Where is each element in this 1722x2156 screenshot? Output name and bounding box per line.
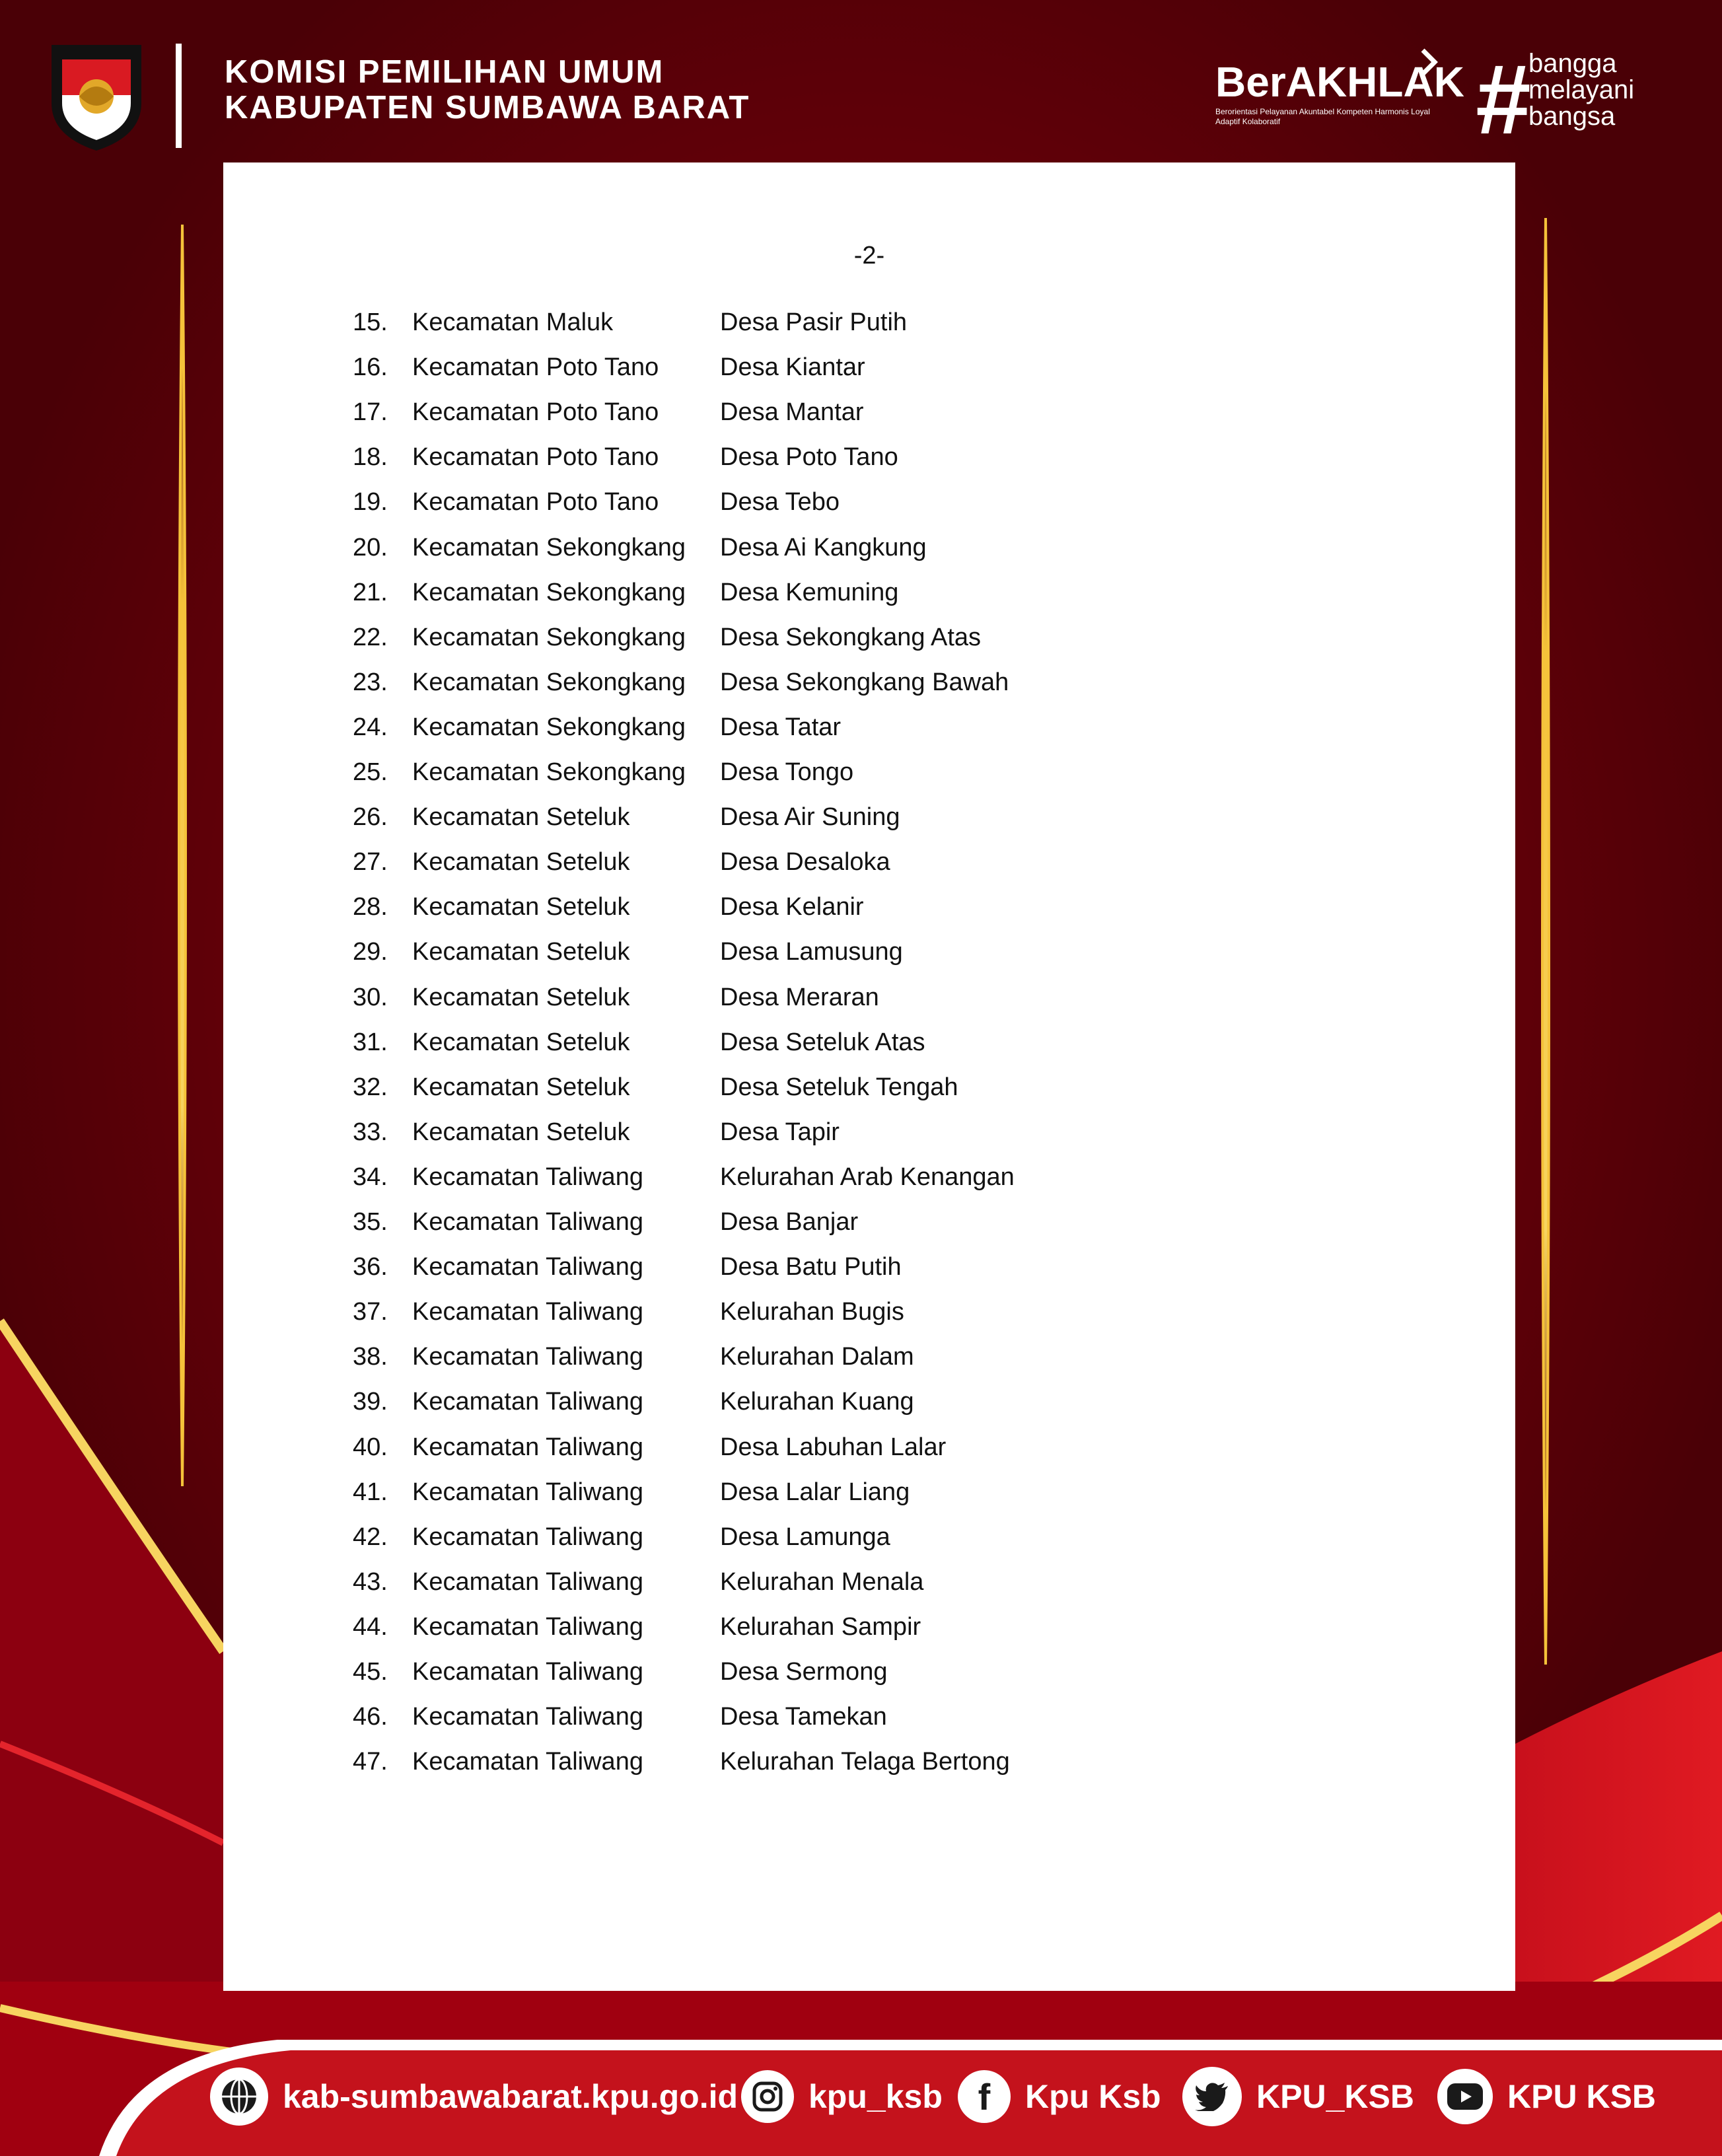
bangga-line-1: bangga <box>1528 49 1617 78</box>
page-number: -2- <box>853 242 885 270</box>
desa-name: Kelurahan Telaga Bertong <box>720 1748 1010 1776</box>
kecamatan-name: Kecamatan Taliwang <box>412 1748 643 1776</box>
desa-name: Desa Seteluk Atas <box>720 1028 925 1056</box>
kecamatan-name: Kecamatan Taliwang <box>412 1703 643 1731</box>
row-number: 35. <box>353 1208 388 1236</box>
globe-icon <box>210 2067 268 2126</box>
footer-instagram-label: kpu_ksb <box>808 2078 943 2115</box>
desa-name: Kelurahan Dalam <box>720 1343 914 1371</box>
row-number: 23. <box>353 668 388 696</box>
kecamatan-name: Kecamatan Taliwang <box>412 1523 643 1551</box>
kecamatan-name: Kecamatan Seteluk <box>412 1028 630 1056</box>
footer-website[interactable] <box>210 2065 738 2128</box>
bangga-line-2: melayani <box>1528 75 1635 104</box>
row-number: 21. <box>353 578 388 606</box>
row-number: 47. <box>353 1748 388 1776</box>
desa-name: Kelurahan Bugis <box>720 1298 904 1326</box>
kecamatan-name: Kecamatan Poto Tano <box>412 443 659 472</box>
kecamatan-name: Kecamatan Taliwang <box>412 1163 643 1191</box>
row-number: 40. <box>353 1433 388 1461</box>
kecamatan-name: Kecamatan Taliwang <box>412 1253 643 1281</box>
kecamatan-name: Kecamatan Maluk <box>412 308 614 336</box>
kecamatan-name: Kecamatan Seteluk <box>412 893 630 921</box>
row-number: 24. <box>353 713 388 741</box>
footer-facebook-label: Kpu Ksb <box>1025 2078 1161 2115</box>
desa-name: Desa Mantar <box>720 398 864 427</box>
kecamatan-name: Kecamatan Taliwang <box>412 1433 643 1461</box>
footer-twitter[interactable] <box>1182 2065 1414 2128</box>
kecamatan-name: Kecamatan Taliwang <box>412 1298 643 1326</box>
kecamatan-name: Kecamatan Sekongkang <box>412 668 686 696</box>
row-number: 29. <box>353 938 388 966</box>
desa-name: Desa Lamusung <box>720 938 903 966</box>
footer-instagram[interactable] <box>741 2065 943 2128</box>
footer-website-label: kab-sumbawabarat.kpu.go.id <box>283 2078 738 2115</box>
instagram-icon <box>741 2070 794 2123</box>
youtube-icon <box>1437 2069 1493 2124</box>
row-number: 17. <box>353 398 388 427</box>
kecamatan-name: Kecamatan Taliwang <box>412 1612 643 1641</box>
row-number: 25. <box>353 758 388 786</box>
desa-name: Desa Banjar <box>720 1208 859 1236</box>
desa-name: Desa Pasir Putih <box>720 308 908 336</box>
gold-blade-left <box>179 225 186 1486</box>
row-number: 30. <box>353 983 388 1011</box>
header-title-line2: KABUPATEN SUMBAWA BARAT <box>225 90 750 126</box>
kecamatan-name: Kecamatan Sekongkang <box>412 533 686 561</box>
desa-name: Desa Tebo <box>720 488 840 517</box>
row-number: 44. <box>353 1612 388 1641</box>
kecamatan-name: Kecamatan Seteluk <box>412 1073 630 1101</box>
kpu-logo <box>45 37 148 153</box>
kecamatan-name: Kecamatan Sekongkang <box>412 713 686 741</box>
kecamatan-name: Kecamatan Poto Tano <box>412 353 659 382</box>
desa-name: Desa Batu Putih <box>720 1253 902 1281</box>
footer-youtube-label: KPU KSB <box>1507 2078 1657 2115</box>
desa-name: Desa Poto Tano <box>720 443 898 472</box>
desa-name: Desa Kemuning <box>720 578 899 606</box>
row-number: 18. <box>353 443 388 472</box>
kecamatan-name: Kecamatan Sekongkang <box>412 623 686 651</box>
kecamatan-name: Kecamatan Seteluk <box>412 983 630 1011</box>
twitter-icon <box>1182 2067 1242 2126</box>
row-number: 37. <box>353 1298 388 1326</box>
row-number: 27. <box>353 848 388 877</box>
row-number: 19. <box>353 488 388 517</box>
row-number: 28. <box>353 893 388 921</box>
desa-name: Desa Meraran <box>720 983 879 1011</box>
row-number: 46. <box>353 1703 388 1731</box>
desa-name: Desa Ai Kangkung <box>720 533 927 561</box>
header-title <box>225 54 750 126</box>
berakhlak-text: BerAKHLAK <box>1215 58 1464 106</box>
row-number: 22. <box>353 623 388 651</box>
row-number: 26. <box>353 803 388 832</box>
kecamatan-name: Kecamatan Sekongkang <box>412 758 686 786</box>
document-page <box>223 162 1515 1991</box>
desa-name: Desa Tongo <box>720 758 854 786</box>
row-number: 15. <box>353 308 388 336</box>
kecamatan-name: Kecamatan Seteluk <box>412 938 630 966</box>
desa-name: Kelurahan Arab Kenangan <box>720 1163 1015 1191</box>
row-number: 32. <box>353 1073 388 1101</box>
desa-name: Kelurahan Sampir <box>720 1612 921 1641</box>
desa-name: Desa Air Suning <box>720 803 900 832</box>
kecamatan-name: Kecamatan Seteluk <box>412 803 630 832</box>
row-number: 31. <box>353 1028 388 1056</box>
row-number: 20. <box>353 533 388 561</box>
row-number: 39. <box>353 1388 388 1416</box>
desa-name: Desa Seteluk Tengah <box>720 1073 958 1101</box>
kecamatan-name: Kecamatan Taliwang <box>412 1343 643 1371</box>
row-number: 42. <box>353 1523 388 1551</box>
desa-name: Desa Tatar <box>720 713 842 741</box>
desa-name: Desa Sekongkang Atas <box>720 623 982 651</box>
row-number: 34. <box>353 1163 388 1191</box>
desa-name: Kelurahan Kuang <box>720 1388 914 1416</box>
kecamatan-name: Kecamatan Taliwang <box>412 1658 643 1686</box>
footer-twitter-label: KPU_KSB <box>1256 2078 1414 2115</box>
row-number: 43. <box>353 1567 388 1596</box>
chevron-right-icon <box>1419 48 1439 77</box>
desa-name: Desa Kelanir <box>720 893 864 921</box>
kecamatan-name: Kecamatan Sekongkang <box>412 578 686 606</box>
desa-name: Desa Kiantar <box>720 353 865 382</box>
kecamatan-name: Kecamatan Seteluk <box>412 1118 630 1146</box>
gold-blade-right <box>1542 218 1549 1665</box>
header-title-line1: KOMISI PEMILIHAN UMUM <box>225 54 664 90</box>
kecamatan-name: Kecamatan Poto Tano <box>412 398 659 427</box>
header-divider <box>176 44 182 148</box>
desa-name: Desa Lamunga <box>720 1523 890 1551</box>
facebook-icon: f <box>958 2070 1011 2123</box>
row-number: 38. <box>353 1343 388 1371</box>
kecamatan-name: Kecamatan Taliwang <box>412 1567 643 1596</box>
kecamatan-name: Kecamatan Taliwang <box>412 1208 643 1236</box>
desa-name: Desa Lalar Liang <box>720 1478 910 1506</box>
kecamatan-name: Kecamatan Seteluk <box>412 848 630 877</box>
hashtag-icon: # <box>1474 44 1530 155</box>
bangga-line-3: bangsa <box>1528 102 1616 131</box>
desa-name: Desa Labuhan Lalar <box>720 1433 947 1461</box>
kecamatan-name: Kecamatan Taliwang <box>412 1478 643 1506</box>
row-number: 41. <box>353 1478 388 1506</box>
row-number: 33. <box>353 1118 388 1146</box>
kecamatan-name: Kecamatan Poto Tano <box>412 488 659 517</box>
desa-name: Desa Sekongkang Bawah <box>720 668 1009 696</box>
kecamatan-name: Kecamatan Taliwang <box>412 1388 643 1416</box>
desa-name: Desa Sermong <box>720 1658 888 1686</box>
berakhlak-subtitle: Berorientasi Pelayanan Akuntabel Kompeten Harmonis Loyal Adaptif Kolaboratif <box>1215 107 1430 126</box>
desa-name: Desa Desaloka <box>720 848 890 877</box>
row-number: 36. <box>353 1253 388 1281</box>
desa-name: Desa Tapir <box>720 1118 840 1146</box>
desa-name: Desa Tamekan <box>720 1703 887 1731</box>
row-number: 16. <box>353 353 388 382</box>
row-number: 45. <box>353 1658 388 1686</box>
desa-name: Kelurahan Menala <box>720 1567 924 1596</box>
footer-facebook[interactable] <box>958 2065 1161 2128</box>
footer-youtube[interactable] <box>1437 2065 1656 2128</box>
